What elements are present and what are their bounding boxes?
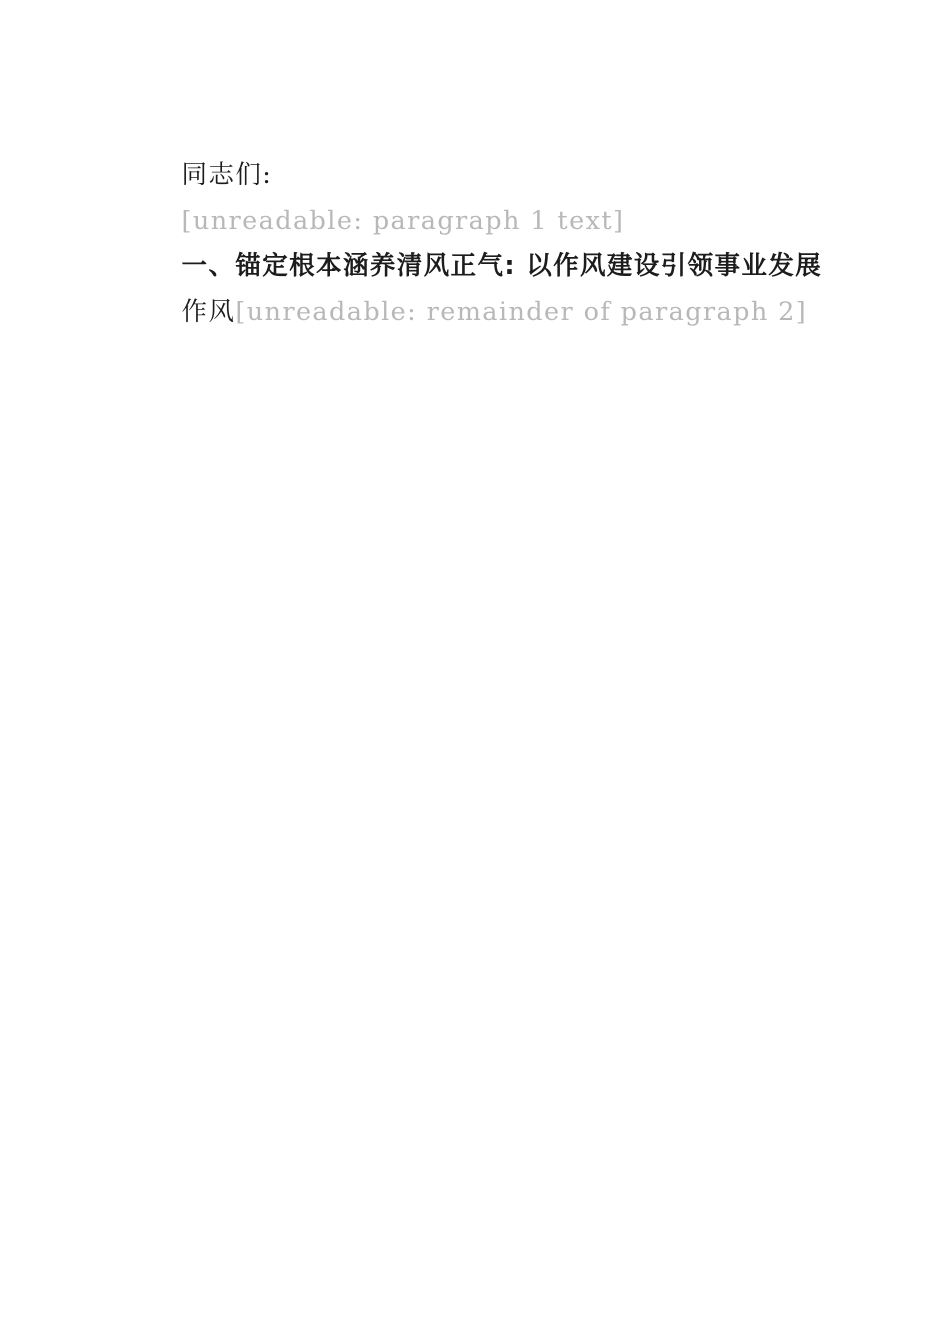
document-body — [128, 153, 850, 335]
paragraph-opening: 作风 — [181, 296, 236, 327]
body-paragraph — [128, 290, 850, 336]
section-heading: 一、锚定根本涵养清风正气: 以作风建设引领事业发展 — [181, 251, 823, 282]
paragraph-remainder: [unreadable: remainder of paragraph 2] — [235, 296, 808, 327]
body-paragraph: [unreadable: paragraph 1 text] — [181, 205, 625, 236]
salutation: 同志们: — [181, 160, 273, 190]
